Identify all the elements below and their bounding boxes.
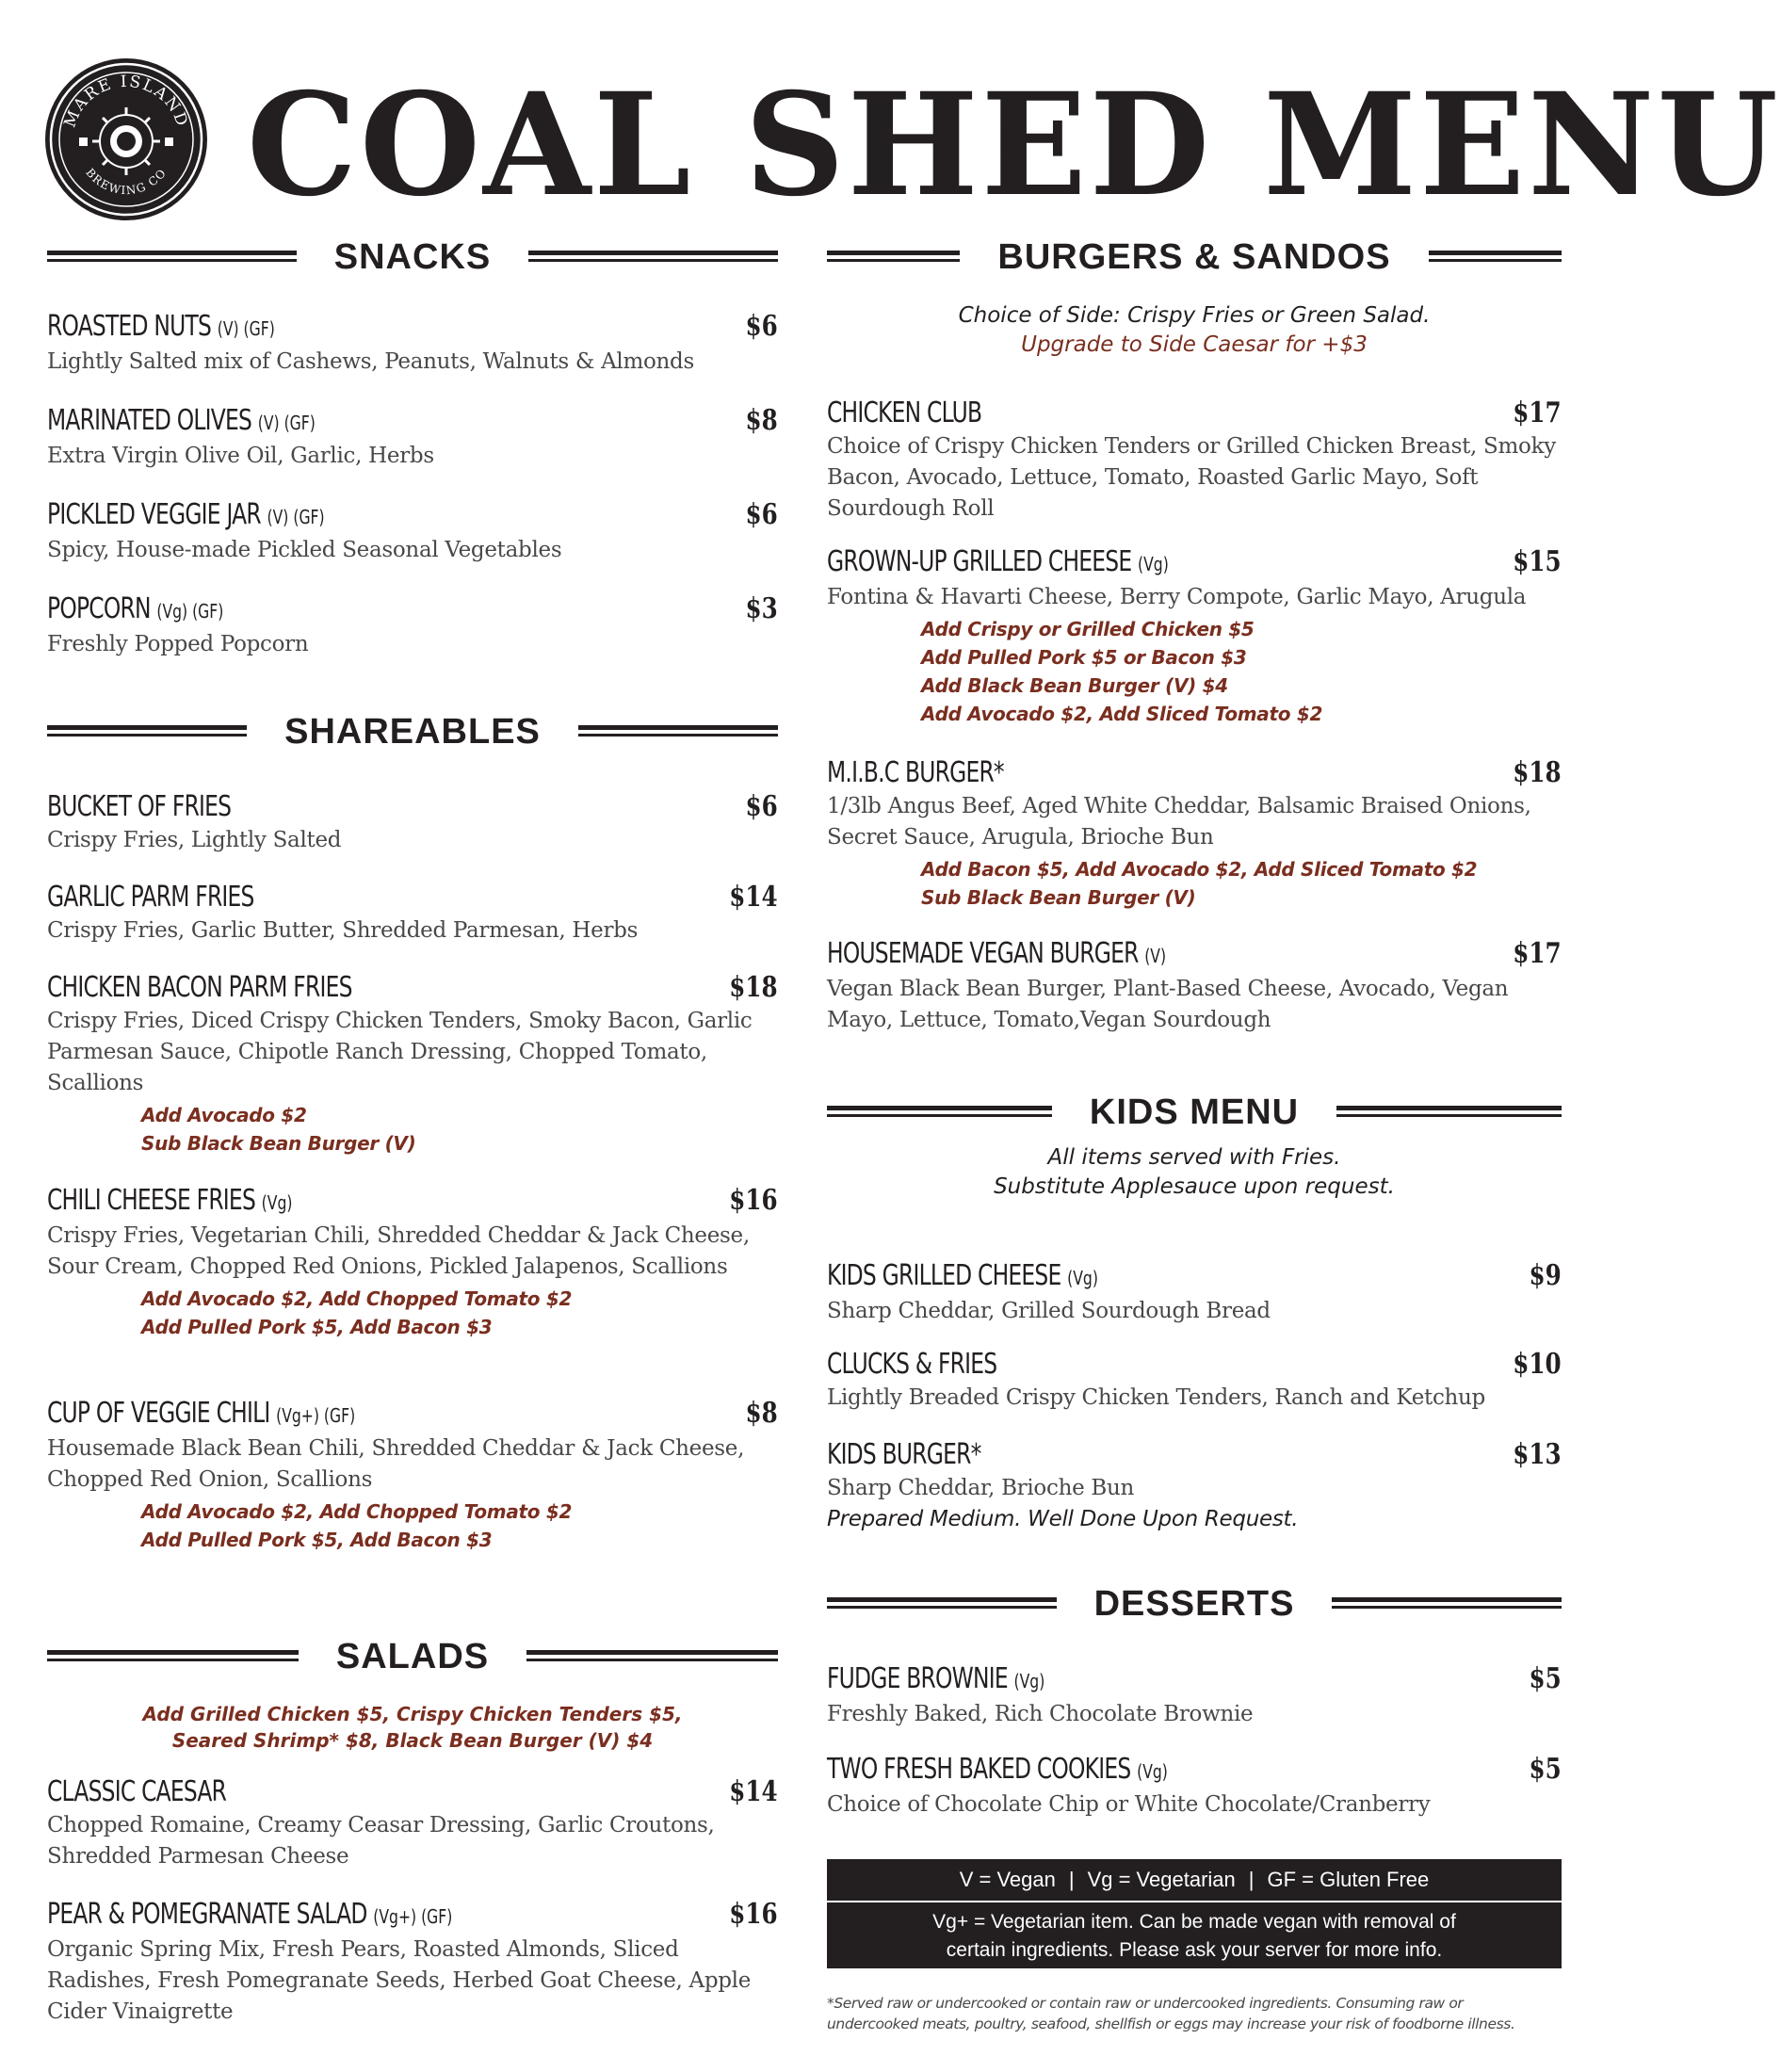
shareables-heading xyxy=(47,708,778,755)
menu-item-kids-grilled-cheese xyxy=(827,1258,1562,1327)
legend-vg-plus xyxy=(827,1902,1562,1965)
item-name: GARLIC PARM FRIES xyxy=(47,881,254,914)
divider-line xyxy=(827,1106,1052,1119)
item-description: Spicy, House-made Pickled Seasonal Vegetables xyxy=(47,538,562,562)
item-name: MARINATED OLIVES (V) (GF) xyxy=(47,404,316,437)
item-name: M.I.B.C BURGER* xyxy=(827,756,1004,789)
menu-item-chicken-club xyxy=(827,396,1562,525)
kids-section xyxy=(827,1089,1562,1202)
menu-item-kids-burger xyxy=(827,1437,1562,1535)
item-name: CLASSIC CAESAR xyxy=(47,1775,227,1808)
menu-item-classic-caesar xyxy=(47,1774,778,1872)
item-tags: (V) (GF) xyxy=(257,412,316,434)
item-description: Crispy Fries, Diced Crispy Chicken Tenders, Smoky Bacon, Garlic Parmesan Sauce, Chipotle Ranch Dressing, Chopped Tomato, Scallions xyxy=(47,1009,753,1095)
legend-abbreviations xyxy=(827,1859,1562,1902)
menu-item-chili-cheese-fries xyxy=(47,1183,778,1341)
logo-emblem-icon xyxy=(45,58,207,220)
item-price: $8 xyxy=(745,404,778,437)
item-name: HOUSEMADE VEGAN BURGER (V) xyxy=(827,937,1167,970)
item-description: Organic Spring Mix, Fresh Pears, Roasted Almonds, Sliced Radishes, Fresh Pomegranate Seeds, Herbed Goat Cheese, Apple Cider Vinaigrette xyxy=(47,1937,752,2024)
item-price: $5 xyxy=(1529,1662,1562,1695)
item-price: $6 xyxy=(745,310,778,343)
item-description: Freshly Baked, Rich Chocolate Brownie xyxy=(827,1702,1254,1726)
item-name: ROASTED NUTS (V) (GF) xyxy=(47,310,275,343)
item-description: Lightly Salted mix of Cashews, Peanuts, Walnuts & Almonds xyxy=(47,349,694,374)
section-title: BURGERS & SANDOS xyxy=(997,237,1391,277)
item-price: $8 xyxy=(745,1397,778,1430)
note-line: Substitute Applesauce upon request. xyxy=(994,1174,1395,1199)
item-name: CHICKEN CLUB xyxy=(827,397,982,429)
addon-line: Add Avocado $2, Add Chopped Tomato $2 xyxy=(141,1500,573,1523)
item-addons xyxy=(47,1285,778,1341)
note-line: Seared Shrimp* $8, Black Bean Burger (V) $4 xyxy=(171,1729,654,1752)
item-tags: (V) (GF) xyxy=(267,506,325,528)
addon-line: Sub Black Bean Burger (V) xyxy=(921,886,1196,909)
item-price: $6 xyxy=(745,790,778,823)
section-title: KIDS MENU xyxy=(1089,1093,1300,1132)
divider-line xyxy=(526,1650,778,1663)
item-name: PEAR & POMEGRANATE SALAD (Vg+) (GF) xyxy=(47,1898,453,1931)
item-name: BUCKET OF FRIES xyxy=(47,790,232,823)
addon-line: Add Pulled Pork $5 or Bacon $3 xyxy=(921,646,1247,669)
divider-line xyxy=(47,1650,299,1663)
item-name: KIDS BURGER* xyxy=(827,1438,981,1471)
item-description: Freshly Popped Popcorn xyxy=(47,632,309,656)
legend-vegan: V = Vegan xyxy=(959,1868,1056,1891)
desserts-heading xyxy=(827,1580,1562,1627)
menu-item-pickled-veggie-jar xyxy=(47,497,778,566)
menu-item-cup-of-veggie-chili xyxy=(47,1396,778,1554)
menu-item-garlic-parm-fries xyxy=(47,880,778,947)
divider-line xyxy=(1332,1597,1562,1611)
menu-item-pear-pomegranate-salad xyxy=(47,1897,778,2028)
item-price: $9 xyxy=(1529,1259,1562,1292)
item-description: Fontina & Havarti Cheese, Berry Compote, Garlic Mayo, Arugula xyxy=(827,585,1527,609)
item-name: CLUCKS & FRIES xyxy=(827,1348,997,1381)
item-name: PICKLED VEGGIE JAR (V) (GF) xyxy=(47,498,325,531)
snacks-section xyxy=(47,234,778,281)
menu-item-marinated-olives xyxy=(47,403,778,472)
shareables-section xyxy=(47,708,778,755)
section-title: SHAREABLES xyxy=(284,712,541,752)
item-price: $3 xyxy=(745,592,778,625)
item-tags: (Vg) xyxy=(1137,1760,1168,1783)
item-description: Lightly Breaded Crispy Chicken Tenders, Ranch and Ketchup xyxy=(827,1385,1485,1410)
item-price: $18 xyxy=(1513,756,1562,789)
kids-note xyxy=(827,1143,1562,1202)
item-addons xyxy=(47,1101,778,1157)
section-title: DESSERTS xyxy=(1093,1584,1295,1624)
addon-line: Add Black Bean Burger (V) $4 xyxy=(921,674,1228,697)
item-description: Crispy Fries, Garlic Butter, Shredded Parmesan, Herbs xyxy=(47,918,639,943)
burgers-side-note xyxy=(827,301,1562,360)
divider-line xyxy=(578,725,778,738)
item-addons xyxy=(47,1497,778,1554)
note-line: Add Grilled Chicken $5, Crispy Chicken Tenders $5, xyxy=(142,1703,683,1725)
item-price: $10 xyxy=(1513,1348,1562,1381)
addon-line: Add Pulled Pork $5, Add Bacon $3 xyxy=(141,1316,493,1338)
divider-line xyxy=(827,251,960,264)
salads-heading xyxy=(47,1633,778,1680)
legend-line: Vg+ = Vegetarian item. Can be made vegan with removal of xyxy=(932,1911,1456,1933)
addon-line: Add Avocado $2 xyxy=(141,1104,307,1126)
item-description: Sharp Cheddar, Brioche Bun xyxy=(827,1476,1135,1500)
item-description: 1/3lb Angus Beef, Aged White Cheddar, Balsamic Braised Onions, Secret Sauce, Arugula, Brioche Bun xyxy=(827,794,1531,850)
item-description: Crispy Fries, Vegetarian Chili, Shredded Cheddar & Jack Cheese, Sour Cream, Chopped Red Onions, Pickled Jalapenos, Scallions xyxy=(47,1223,750,1279)
addon-line: Add Avocado $2, Add Chopped Tomato $2 xyxy=(141,1287,573,1310)
item-tags: (Vg) xyxy=(1067,1267,1098,1289)
item-name: FUDGE BROWNIE (Vg) xyxy=(827,1662,1045,1695)
item-tags: (Vg) (GF) xyxy=(156,600,224,623)
legend-gluten-free: GF = Gluten Free xyxy=(1267,1868,1430,1891)
menu-item-fudge-brownie xyxy=(827,1661,1562,1730)
item-name: KIDS GRILLED CHEESE (Vg) xyxy=(827,1259,1098,1292)
menu-item-mibc-burger xyxy=(827,755,1562,912)
item-addons xyxy=(827,855,1562,912)
raw-food-disclaimer xyxy=(827,1993,1571,2034)
item-price: $17 xyxy=(1513,397,1562,429)
item-price: $14 xyxy=(729,881,778,914)
note-line: All items served with Fries. xyxy=(1047,1145,1341,1170)
note-line: Choice of Side: Crispy Fries or Green Salad. xyxy=(958,303,1431,328)
legend-separator: | xyxy=(1248,1868,1255,1891)
divider-line xyxy=(1336,1106,1562,1119)
desserts-section xyxy=(827,1580,1562,1627)
item-description: Crispy Fries, Lightly Salted xyxy=(47,828,342,852)
item-tags: (Vg+) (GF) xyxy=(276,1404,356,1427)
divider-line xyxy=(47,725,247,738)
menu-item-grown-up-grilled-cheese xyxy=(827,544,1562,728)
addon-line: Add Bacon $5, Add Avocado $2, Add Sliced Tomato $2 xyxy=(921,858,1478,881)
item-description: Vegan Black Bean Burger, Plant-Based Cheese, Avocado, Vegan Mayo, Lettuce, Tomato,Vegan Sourdough xyxy=(827,977,1509,1032)
item-price: $13 xyxy=(1513,1438,1562,1471)
logo-top-text: MARE ISLAND xyxy=(60,72,192,131)
item-tags: (V) (GF) xyxy=(217,317,275,340)
salads-section xyxy=(47,1633,778,1754)
item-name: POPCORN (Vg) (GF) xyxy=(47,592,224,625)
item-description: Sharp Cheddar, Grilled Sourdough Bread xyxy=(827,1299,1271,1323)
menu-item-clucks-fries xyxy=(827,1347,1562,1414)
item-description: Housemade Black Bean Chili, Shredded Cheddar & Jack Cheese, Chopped Red Onion, Scallions xyxy=(47,1436,745,1492)
item-name: CHILI CHEESE FRIES (Vg) xyxy=(47,1184,293,1217)
page-title: COAL SHED MENU xyxy=(247,61,1781,228)
legend-separator: | xyxy=(1068,1868,1075,1891)
item-name: CUP OF VEGGIE CHILI (Vg+) (GF) xyxy=(47,1397,356,1430)
item-price: $16 xyxy=(729,1184,778,1217)
addon-line: Add Avocado $2, Add Sliced Tomato $2 xyxy=(921,703,1323,725)
salads-addon-note xyxy=(47,1701,778,1754)
brewery-logo xyxy=(45,58,207,220)
item-price: $18 xyxy=(729,971,778,1004)
divider-line xyxy=(1429,251,1562,264)
item-name: CHICKEN BACON PARM FRIES xyxy=(47,971,352,1004)
item-addons xyxy=(827,615,1562,728)
menu-item-housemade-vegan-burger xyxy=(827,936,1562,1036)
item-name: TWO FRESH BAKED COOKIES (Vg) xyxy=(827,1753,1168,1786)
legend-vegetarian: Vg = Vegetarian xyxy=(1087,1868,1236,1891)
item-price: $16 xyxy=(729,1898,778,1931)
item-tags: (Vg+) (GF) xyxy=(373,1905,453,1928)
menu-item-roasted-nuts xyxy=(47,309,778,378)
section-title: SALADS xyxy=(335,1637,490,1676)
burgers-heading xyxy=(827,234,1562,281)
item-price: $15 xyxy=(1513,545,1562,578)
item-note: Prepared Medium. Well Done Upon Request. xyxy=(827,1507,1299,1531)
item-price: $5 xyxy=(1529,1753,1562,1786)
dietary-legend xyxy=(827,1859,1562,1968)
footnote-line: *Served raw or undercooked or contain raw or undercooked ingredients. Consuming raw or xyxy=(827,1995,1464,2012)
item-description: Chopped Romaine, Creamy Ceasar Dressing, Garlic Croutons, Shredded Parmesan Cheese xyxy=(47,1813,715,1869)
item-description: Choice of Chocolate Chip or White Chocolate/Cranberry xyxy=(827,1792,1431,1817)
logo-bottom-text: BREWING CO xyxy=(83,166,170,198)
legend-line: certain ingredients. Please ask your server for more info. xyxy=(946,1939,1443,1961)
divider-line xyxy=(47,251,297,264)
section-title: SNACKS xyxy=(333,237,492,277)
item-tags: (V) xyxy=(1144,945,1167,967)
divider-line xyxy=(528,251,778,264)
item-price: $6 xyxy=(745,498,778,531)
note-line-upgrade: Upgrade to Side Caesar for +$3 xyxy=(1021,332,1368,357)
item-price: $14 xyxy=(729,1775,778,1808)
menu-item-bucket-of-fries xyxy=(47,789,778,856)
addon-line: Add Crispy or Grilled Chicken $5 xyxy=(921,618,1255,640)
item-tags: (Vg) xyxy=(1138,553,1169,575)
burgers-section xyxy=(827,234,1562,360)
snacks-heading xyxy=(47,234,778,281)
item-description: Extra Virgin Olive Oil, Garlic, Herbs xyxy=(47,444,434,468)
menu-item-popcorn xyxy=(47,591,778,660)
item-description: Choice of Crispy Chicken Tenders or Grilled Chicken Breast, Smoky Bacon, Avocado, Lettuce, Tomato, Roasted Garlic Mayo, Soft Sourdough Roll xyxy=(827,434,1556,521)
item-tags: (Vg) xyxy=(1013,1670,1045,1692)
item-tags: (Vg) xyxy=(261,1191,293,1214)
divider-line xyxy=(827,1597,1057,1611)
addon-line: Sub Black Bean Burger (V) xyxy=(141,1132,416,1155)
menu-item-chicken-bacon-parm-fries xyxy=(47,970,778,1157)
kids-heading xyxy=(827,1089,1562,1136)
item-price: $17 xyxy=(1513,937,1562,970)
menu-item-two-fresh-baked-cookies xyxy=(827,1752,1562,1821)
item-name: GROWN-UP GRILLED CHEESE (Vg) xyxy=(827,545,1169,578)
addon-line: Add Pulled Pork $5, Add Bacon $3 xyxy=(141,1529,493,1551)
footnote-line: undercooked meats, poultry, seafood, shellfish or eggs may increase your risk of foodborne illness. xyxy=(827,2015,1515,2032)
